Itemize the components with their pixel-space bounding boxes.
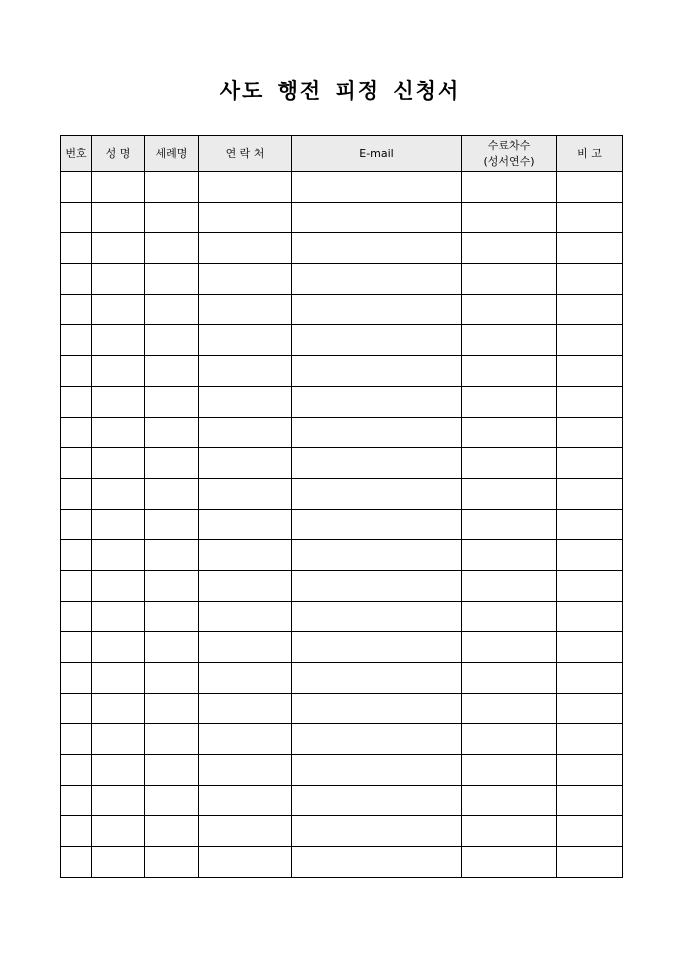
header-completion — [462, 136, 557, 172]
cell-contact[interactable] — [199, 172, 292, 203]
table-row — [61, 356, 623, 387]
cell-name[interactable] — [92, 417, 145, 448]
cell-contact[interactable] — [199, 478, 292, 509]
cell-baptismal-name[interactable] — [145, 448, 199, 479]
cell-email[interactable] — [292, 356, 462, 387]
table-row — [61, 294, 623, 325]
table-row — [61, 540, 623, 571]
cell-remarks[interactable] — [557, 632, 623, 663]
cell-number[interactable] — [61, 233, 92, 264]
cell-email[interactable] — [292, 663, 462, 694]
cell-contact[interactable] — [199, 601, 292, 632]
cell-completion[interactable] — [462, 847, 557, 878]
cell-baptismal-name[interactable] — [145, 478, 199, 509]
cell-baptismal-name[interactable] — [145, 601, 199, 632]
cell-name[interactable] — [92, 755, 145, 786]
cell-completion[interactable] — [462, 509, 557, 540]
cell-name[interactable] — [92, 509, 145, 540]
cell-name[interactable] — [92, 233, 145, 264]
cell-number[interactable] — [61, 632, 92, 663]
header-baptismal-name: 세례명 — [145, 136, 199, 172]
cell-number[interactable] — [61, 540, 92, 571]
header-completion-label: 수료차수 — [487, 138, 531, 152]
cell-completion[interactable] — [462, 816, 557, 847]
cell-number[interactable] — [61, 601, 92, 632]
cell-number[interactable] — [61, 202, 92, 233]
cell-contact[interactable] — [199, 847, 292, 878]
cell-remarks[interactable] — [557, 847, 623, 878]
cell-number[interactable] — [61, 663, 92, 694]
cell-email[interactable] — [292, 540, 462, 571]
cell-name[interactable] — [92, 294, 145, 325]
cell-contact[interactable] — [199, 693, 292, 724]
cell-email[interactable] — [292, 847, 462, 878]
header-row — [61, 136, 623, 172]
cell-contact[interactable] — [199, 386, 292, 417]
table-row — [61, 693, 623, 724]
cell-number[interactable] — [61, 693, 92, 724]
cell-email[interactable] — [292, 294, 462, 325]
cell-baptismal-name[interactable] — [145, 264, 199, 295]
cell-remarks[interactable] — [557, 478, 623, 509]
cell-number[interactable] — [61, 816, 92, 847]
cell-name[interactable] — [92, 693, 145, 724]
cell-baptismal-name[interactable] — [145, 693, 199, 724]
cell-remarks[interactable] — [557, 233, 623, 264]
cell-name[interactable] — [92, 325, 145, 356]
table-row — [61, 847, 623, 878]
table-row — [61, 386, 623, 417]
cell-baptismal-name[interactable] — [145, 386, 199, 417]
cell-remarks[interactable] — [557, 294, 623, 325]
cell-contact[interactable] — [199, 785, 292, 816]
cell-name[interactable] — [92, 663, 145, 694]
cell-completion[interactable] — [462, 233, 557, 264]
header-name: 성 명 — [92, 136, 145, 172]
application-table — [60, 135, 623, 878]
cell-remarks[interactable] — [557, 202, 623, 233]
cell-number[interactable] — [61, 356, 92, 387]
cell-email[interactable] — [292, 448, 462, 479]
table-row — [61, 478, 623, 509]
cell-completion[interactable] — [462, 785, 557, 816]
cell-baptismal-name[interactable] — [145, 540, 199, 571]
cell-baptismal-name[interactable] — [145, 663, 199, 694]
table-row — [61, 448, 623, 479]
cell-remarks[interactable] — [557, 785, 623, 816]
cell-name[interactable] — [92, 724, 145, 755]
cell-name[interactable] — [92, 448, 145, 479]
cell-remarks[interactable] — [557, 325, 623, 356]
cell-baptismal-name[interactable] — [145, 632, 199, 663]
cell-name[interactable] — [92, 601, 145, 632]
cell-baptismal-name[interactable] — [145, 233, 199, 264]
cell-baptismal-name[interactable] — [145, 816, 199, 847]
cell-name[interactable] — [92, 570, 145, 601]
cell-email[interactable] — [292, 570, 462, 601]
cell-email[interactable] — [292, 417, 462, 448]
cell-number[interactable] — [61, 448, 92, 479]
cell-number[interactable] — [61, 755, 92, 786]
cell-completion[interactable] — [462, 294, 557, 325]
cell-name[interactable] — [92, 386, 145, 417]
cell-contact[interactable] — [199, 264, 292, 295]
cell-contact[interactable] — [199, 356, 292, 387]
cell-completion[interactable] — [462, 540, 557, 571]
cell-completion[interactable] — [462, 601, 557, 632]
cell-remarks[interactable] — [557, 601, 623, 632]
cell-email[interactable] — [292, 325, 462, 356]
cell-remarks[interactable] — [557, 172, 623, 203]
cell-name[interactable] — [92, 356, 145, 387]
cell-name[interactable] — [92, 172, 145, 203]
cell-contact[interactable] — [199, 540, 292, 571]
cell-number[interactable] — [61, 847, 92, 878]
cell-name[interactable] — [92, 264, 145, 295]
cell-remarks[interactable] — [557, 386, 623, 417]
cell-email[interactable] — [292, 172, 462, 203]
cell-remarks[interactable] — [557, 540, 623, 571]
cell-completion[interactable] — [462, 724, 557, 755]
table-row — [61, 570, 623, 601]
cell-name[interactable] — [92, 540, 145, 571]
cell-remarks[interactable] — [557, 693, 623, 724]
cell-number[interactable] — [61, 570, 92, 601]
cell-contact[interactable] — [199, 816, 292, 847]
cell-email[interactable] — [292, 233, 462, 264]
cell-contact[interactable] — [199, 632, 292, 663]
cell-baptismal-name[interactable] — [145, 755, 199, 786]
cell-email[interactable] — [292, 264, 462, 295]
cell-email[interactable] — [292, 601, 462, 632]
cell-baptismal-name[interactable] — [145, 570, 199, 601]
table-row — [61, 663, 623, 694]
cell-remarks[interactable] — [557, 663, 623, 694]
cell-contact[interactable] — [199, 325, 292, 356]
header-email: E-mail — [292, 136, 462, 172]
cell-email[interactable] — [292, 785, 462, 816]
cell-email[interactable] — [292, 693, 462, 724]
cell-name[interactable] — [92, 478, 145, 509]
cell-contact[interactable] — [199, 724, 292, 755]
cell-email[interactable] — [292, 724, 462, 755]
cell-remarks[interactable] — [557, 356, 623, 387]
cell-baptismal-name[interactable] — [145, 847, 199, 878]
cell-baptismal-name[interactable] — [145, 325, 199, 356]
cell-name[interactable] — [92, 785, 145, 816]
table-body — [61, 172, 623, 878]
cell-contact[interactable] — [199, 509, 292, 540]
table-row — [61, 417, 623, 448]
cell-baptismal-name[interactable] — [145, 509, 199, 540]
cell-contact[interactable] — [199, 294, 292, 325]
cell-name[interactable] — [92, 816, 145, 847]
cell-completion[interactable] — [462, 202, 557, 233]
table-row — [61, 785, 623, 816]
cell-number[interactable] — [61, 325, 92, 356]
cell-name[interactable] — [92, 202, 145, 233]
cell-number[interactable] — [61, 386, 92, 417]
cell-baptismal-name[interactable] — [145, 356, 199, 387]
cell-contact[interactable] — [199, 417, 292, 448]
cell-completion[interactable] — [462, 570, 557, 601]
cell-number[interactable] — [61, 264, 92, 295]
cell-completion[interactable] — [462, 325, 557, 356]
header-remarks: 비 고 — [557, 136, 623, 172]
cell-email[interactable] — [292, 386, 462, 417]
cell-completion[interactable] — [462, 478, 557, 509]
table-row — [61, 233, 623, 264]
cell-baptismal-name[interactable] — [145, 172, 199, 203]
cell-name[interactable] — [92, 632, 145, 663]
cell-number[interactable] — [61, 478, 92, 509]
header-completion-sublabel: (성서연수) — [483, 154, 535, 168]
table-row — [61, 632, 623, 663]
cell-completion[interactable] — [462, 417, 557, 448]
table-row — [61, 202, 623, 233]
cell-email[interactable] — [292, 816, 462, 847]
cell-remarks[interactable] — [557, 816, 623, 847]
cell-completion[interactable] — [462, 448, 557, 479]
table-row — [61, 509, 623, 540]
cell-name[interactable] — [92, 847, 145, 878]
cell-completion[interactable] — [462, 386, 557, 417]
table-row — [61, 325, 623, 356]
cell-email[interactable] — [292, 755, 462, 786]
table-row — [61, 264, 623, 295]
cell-remarks[interactable] — [557, 448, 623, 479]
cell-baptismal-name[interactable] — [145, 724, 199, 755]
cell-number[interactable] — [61, 785, 92, 816]
cell-remarks[interactable] — [557, 570, 623, 601]
cell-completion[interactable] — [462, 172, 557, 203]
cell-contact[interactable] — [199, 202, 292, 233]
cell-completion[interactable] — [462, 755, 557, 786]
table-row — [61, 172, 623, 203]
cell-email[interactable] — [292, 202, 462, 233]
table-row — [61, 816, 623, 847]
cell-baptismal-name[interactable] — [145, 417, 199, 448]
page-title: 사도 행전 피정 신청서 — [219, 78, 461, 103]
cell-email[interactable] — [292, 478, 462, 509]
table-row — [61, 601, 623, 632]
cell-remarks[interactable] — [557, 264, 623, 295]
cell-number[interactable] — [61, 172, 92, 203]
cell-remarks[interactable] — [557, 724, 623, 755]
header-contact: 연 락 처 — [199, 136, 292, 172]
cell-number[interactable] — [61, 417, 92, 448]
cell-completion[interactable] — [462, 356, 557, 387]
cell-completion[interactable] — [462, 632, 557, 663]
cell-baptismal-name[interactable] — [145, 202, 199, 233]
cell-remarks[interactable] — [557, 755, 623, 786]
table-row — [61, 755, 623, 786]
cell-contact[interactable] — [199, 570, 292, 601]
cell-number[interactable] — [61, 724, 92, 755]
cell-remarks[interactable] — [557, 509, 623, 540]
cell-completion[interactable] — [462, 264, 557, 295]
cell-number[interactable] — [61, 294, 92, 325]
table-row — [61, 724, 623, 755]
cell-email[interactable] — [292, 632, 462, 663]
header-number: 번호 — [61, 136, 92, 172]
cell-completion[interactable] — [462, 663, 557, 694]
cell-remarks[interactable] — [557, 417, 623, 448]
cell-baptismal-name[interactable] — [145, 785, 199, 816]
cell-email[interactable] — [292, 509, 462, 540]
cell-number[interactable] — [61, 509, 92, 540]
cell-contact[interactable] — [199, 755, 292, 786]
cell-completion[interactable] — [462, 693, 557, 724]
cell-contact[interactable] — [199, 448, 292, 479]
cell-baptismal-name[interactable] — [145, 294, 199, 325]
cell-contact[interactable] — [199, 233, 292, 264]
cell-contact[interactable] — [199, 663, 292, 694]
